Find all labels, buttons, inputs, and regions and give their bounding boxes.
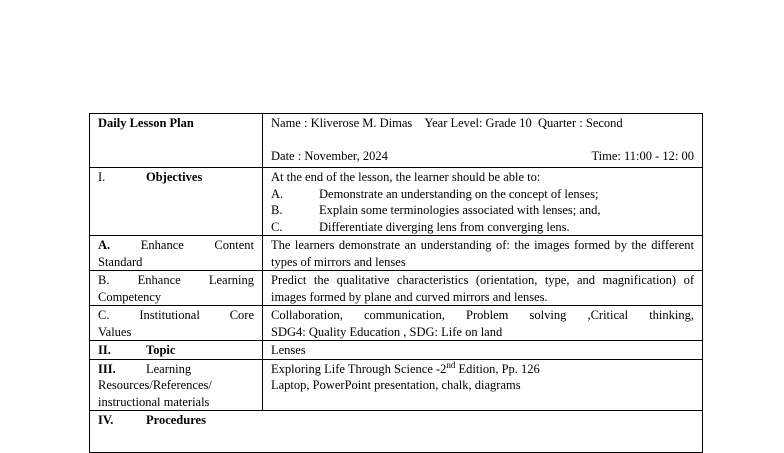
content-standard-label — [90, 236, 263, 271]
procedures-row — [90, 411, 703, 453]
lesson-time: Time: 11:00 - 12: 00 — [591, 148, 694, 163]
list-item — [271, 186, 694, 203]
objectives-content — [263, 168, 703, 236]
topic-text: Lenses — [263, 341, 703, 360]
list-item — [271, 202, 694, 219]
item-text: Explain some terminologies associated with lenses; and, — [319, 203, 601, 217]
content-standard-label-1: Enhance Content — [140, 238, 254, 252]
name-line — [271, 115, 694, 132]
content-standard-label-2: Standard — [98, 254, 143, 269]
core-values-label — [90, 306, 263, 341]
learning-competency-text: Predict the qualitative characteristics (orientation, type, and magnification) of images formed by plane and curved mirrors and lenses. — [263, 271, 703, 306]
teacher-name: Name : Kliverose M. Dimas — [271, 116, 413, 130]
core-values-content — [263, 306, 703, 341]
content-standard-row — [90, 236, 703, 271]
list-item — [271, 219, 694, 236]
objectives-title: Objectives — [146, 170, 203, 184]
topic-label — [90, 341, 263, 360]
objectives-row — [90, 168, 703, 236]
core-values-text-1: Collaboration, communication, Problem solving ,Critical thinking, — [271, 308, 694, 322]
reference-edition: Edition, Pp. 126 — [455, 361, 540, 376]
learning-resources-content — [263, 359, 703, 411]
objectives-intro: At the end of the lesson, the learner should be able to: — [271, 170, 541, 184]
header-row — [90, 114, 703, 168]
materials-text: Laptop, PowerPoint presentation, chalk, diagrams — [271, 378, 521, 392]
topic-num: II. — [98, 343, 111, 357]
learning-resources-num: III. — [98, 361, 116, 376]
plan-title — [90, 114, 263, 168]
learning-competency-label-1: Enhance Learning — [137, 273, 254, 287]
plan-title-text: Daily Lesson Plan — [98, 116, 194, 130]
core-values-label-2: Values — [98, 324, 132, 339]
date-line — [271, 148, 694, 168]
content-standard-text: The learners demonstrate an understanding of: the images formed by the different types of mirrors and lenses — [263, 236, 703, 271]
learning-competency-label — [90, 271, 263, 306]
learning-competency-row — [90, 271, 703, 306]
core-values-row — [90, 306, 703, 341]
core-values-num: C. — [98, 308, 110, 322]
topic-row — [90, 341, 703, 360]
procedures-title: Procedures — [146, 413, 206, 427]
lesson-plan-table — [89, 113, 703, 453]
core-values-label-1: Institutional Core — [139, 308, 254, 322]
learning-resources-label-1: Learning — [146, 361, 192, 376]
header-info — [263, 114, 703, 168]
learning-resources-label-2: Resources/References/ — [98, 378, 212, 392]
year-level: Year Level: Grade 10 — [424, 116, 532, 130]
item-letter: B. — [271, 203, 283, 217]
procedures-cell — [90, 411, 703, 453]
learning-resources-label — [90, 359, 263, 411]
learning-resources-label-3: instructional materials — [98, 394, 210, 409]
core-values-text-2: SDG4: Quality Education , SDG: Life on land — [271, 324, 503, 339]
item-text: Differentiate diverging lens from converging lens. — [319, 219, 570, 234]
item-text: Demonstrate an understanding on the concept of lenses; — [319, 186, 599, 201]
learning-competency-num: B. — [98, 273, 110, 287]
learning-resources-row — [90, 359, 703, 411]
lesson-date: Date : November, 2024 — [271, 148, 388, 163]
item-letter: A. — [271, 186, 284, 201]
reference-sup: nd — [446, 359, 456, 370]
topic-title: Topic — [146, 343, 176, 357]
objectives-num: I. — [98, 170, 106, 184]
content-standard-num: A. — [98, 238, 111, 252]
reference-text: Exploring Life Through Science -2 — [271, 361, 447, 376]
item-letter: C. — [271, 219, 283, 234]
procedures-num: IV. — [98, 413, 114, 427]
learning-competency-label-2: Competency — [98, 289, 162, 304]
reference-line — [271, 361, 694, 378]
quarter: Quarter : Second — [537, 116, 623, 130]
objectives-label — [90, 168, 263, 236]
